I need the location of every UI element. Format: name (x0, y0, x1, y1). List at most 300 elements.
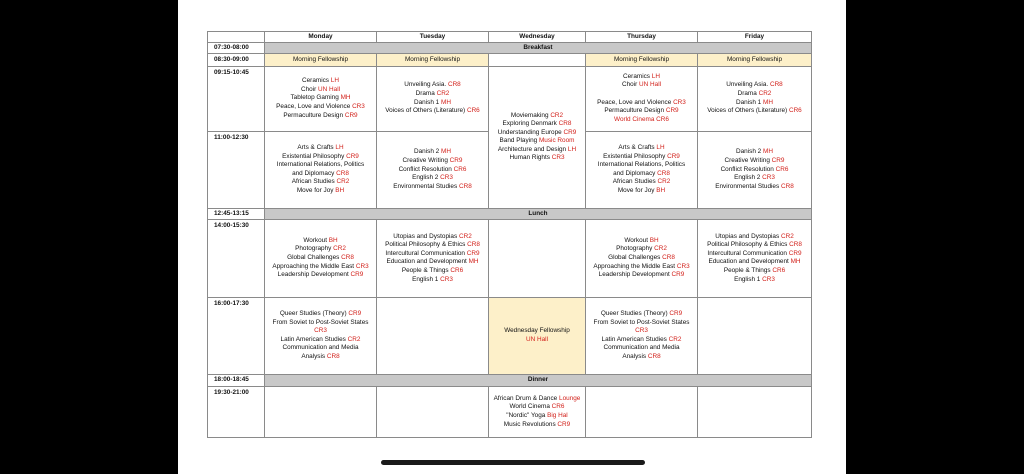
class-name: Arts & Crafts (297, 144, 334, 152)
class-room: MH (763, 148, 773, 156)
empty-cell (377, 297, 489, 374)
class-name: Workout (624, 236, 648, 244)
slot-wednesday-1930 (489, 387, 586, 438)
class-entry (490, 154, 584, 163)
class-entry (378, 250, 487, 259)
class-name: and Diplomacy (292, 169, 335, 177)
morning-fellowship-thursday: Morning Fellowship (586, 54, 698, 66)
class-name: Communication and Media (282, 344, 359, 352)
class-name: and Diplomacy (613, 169, 656, 177)
class-entry (587, 178, 696, 187)
class-name: Drama (415, 90, 435, 98)
corner-cell (208, 32, 265, 43)
class-entry (378, 241, 487, 250)
class-entry (266, 170, 375, 179)
class-entry (490, 112, 584, 121)
empty-cell (698, 387, 812, 438)
header-row (208, 32, 812, 43)
empty-cell (265, 387, 377, 438)
class-entry (378, 81, 487, 90)
class-entry (266, 271, 375, 280)
class-room: MH (441, 148, 451, 156)
class-entry (587, 254, 696, 263)
class-entry (490, 129, 584, 138)
wednesday-fellowship-cell (489, 297, 586, 374)
class-entry (266, 77, 375, 86)
class-room: CR2 (347, 335, 361, 343)
class-entry (490, 412, 584, 421)
class-entry (490, 403, 584, 412)
class-name: Danish 2 (414, 148, 440, 156)
empty-cell (489, 220, 586, 297)
class-room: CR8 (341, 254, 354, 262)
class-name: Latin American Studies (601, 335, 667, 343)
class-name: Ceramics (623, 72, 651, 80)
class-entry (266, 187, 375, 196)
class-name: English 2 (734, 174, 761, 182)
class-name: Existential Philosophy (603, 152, 666, 160)
class-entry (378, 276, 487, 285)
class-entry (266, 144, 375, 153)
class-room: CR8 (780, 182, 794, 190)
morning-fellowship-friday: Morning Fellowship (698, 54, 812, 66)
class-name: Unveiling Asia. (404, 81, 447, 89)
class-room: CR2 (668, 335, 682, 343)
class-room: CR3 (440, 275, 453, 283)
class-entry (490, 395, 584, 404)
class-name: Leadership Development (598, 271, 670, 279)
day-header-tuesday: Tuesday (377, 32, 489, 43)
class-name: Photography (295, 245, 332, 253)
class-entry (587, 90, 696, 99)
slot-tuesday-1100 (377, 131, 489, 208)
wednesday-fellowship-title: Wednesday Fellowship (504, 327, 570, 335)
class-room: CR8 (467, 241, 480, 249)
class-room: CR8 (789, 241, 802, 249)
class-name: World Cinema (509, 403, 550, 411)
class-name: African Studies (291, 178, 335, 186)
class-entry (490, 421, 584, 430)
class-entry (490, 137, 584, 146)
class-room: CR2 (654, 245, 667, 253)
wednesday-fellowship-room: UN Hall (525, 335, 548, 343)
class-room: CR3 (762, 275, 775, 283)
class-name: Peace, Love and Violence (597, 98, 672, 106)
slot-friday-1400 (698, 220, 812, 297)
class-room: MH (790, 258, 801, 266)
class-entry (699, 233, 810, 242)
class-room: CR8 (657, 169, 670, 177)
class-room: LH (335, 144, 344, 152)
class-name: Global Challenges (608, 254, 661, 262)
class-name: English 1 (734, 275, 761, 283)
slot-tuesday-0915 (377, 66, 489, 131)
class-name: Ceramics (302, 77, 330, 85)
class-name: Communication and Media (603, 344, 680, 352)
class-name: Danish 1 (414, 98, 440, 106)
class-room: CR9 (667, 152, 680, 160)
class-entry (587, 99, 696, 108)
class-room: CR2 (336, 178, 350, 186)
slot-thursday-1100 (586, 131, 698, 208)
class-entry (378, 174, 487, 183)
class-room: CR9 (466, 249, 480, 257)
class-name: English 1 (412, 275, 439, 283)
class-room: CR9 (449, 156, 463, 164)
row-0730 (208, 43, 812, 54)
class-entry (266, 344, 375, 353)
class-name: Creative Writing (402, 156, 448, 164)
class-entry (587, 336, 696, 345)
row-0830 (208, 54, 812, 66)
schedule-page (178, 0, 846, 474)
slot-thursday-1400 (586, 220, 698, 297)
class-name: Conflict Resolution (720, 165, 774, 173)
class-name: Unveiling Asia. (726, 81, 769, 89)
row-1600 (208, 297, 812, 374)
class-entry (699, 250, 810, 259)
class-room: CR6 (551, 403, 565, 411)
class-entry (699, 148, 810, 157)
class-entry (587, 144, 696, 153)
class-name: Drama (737, 90, 757, 98)
class-name: Queer Studies (Theory) (600, 309, 668, 317)
class-room: LH (330, 77, 339, 85)
class-entry (490, 146, 584, 155)
class-room: CR8 (558, 120, 572, 128)
class-name: Permaculture Design (283, 111, 344, 119)
class-room: CR6 (453, 165, 467, 173)
class-room: CR6 (775, 165, 789, 173)
class-entry (699, 157, 810, 166)
day-header-thursday: Thursday (586, 32, 698, 43)
row-0915 (208, 66, 812, 131)
class-room: CR8 (769, 81, 783, 89)
time-label: 08:30-09:00 (208, 54, 265, 66)
class-room: CR9 (557, 420, 571, 428)
class-room: CR3 (551, 154, 565, 162)
class-entry (587, 319, 696, 328)
class-room: BH (328, 236, 338, 244)
class-name: From Soviet to Post-Soviet States (593, 318, 690, 326)
class-name: Intercultural Communication (385, 249, 465, 257)
class-room: CR8 (458, 182, 472, 190)
morning-fellowship-monday: Morning Fellowship (265, 54, 377, 66)
class-entry (587, 263, 696, 272)
day-header-monday: Monday (265, 32, 377, 43)
class-name: Understanding Europe (497, 128, 562, 136)
class-entry (587, 353, 696, 362)
class-entry (266, 153, 375, 162)
class-room: CR3 (762, 174, 775, 182)
class-name: Move for Joy (296, 187, 334, 195)
class-entry (266, 161, 375, 170)
morning-fellowship-tuesday: Morning Fellowship (377, 54, 489, 66)
class-entry (699, 267, 810, 276)
class-room: LH (567, 145, 577, 153)
class-entry (587, 116, 696, 125)
class-name: People & Things (723, 266, 771, 274)
class-entry (699, 241, 810, 250)
class-entry (266, 178, 375, 187)
time-label: 19:30-21:00 (208, 387, 265, 438)
class-room: Lounge (559, 394, 581, 402)
class-name: Utopias and Dystopias (393, 232, 458, 240)
class-entry (587, 81, 696, 90)
class-name: Music Revolutions (503, 420, 556, 428)
class-name: Moviemaking (510, 111, 549, 119)
home-indicator-bar[interactable] (381, 460, 645, 465)
time-label: 07:30-08:00 (208, 43, 265, 54)
class-name: Band Playing (499, 137, 538, 145)
lunch-band: Lunch (265, 209, 812, 220)
class-room: CR3 (676, 262, 690, 270)
class-name: English 2 (412, 174, 439, 182)
class-entry (699, 90, 810, 99)
slot-wednesday-0915 (489, 66, 586, 208)
class-entry (266, 94, 375, 103)
class-room: CR8 (647, 352, 661, 360)
class-entry (378, 233, 487, 242)
class-name: Intercultural Communication (707, 249, 787, 257)
class-room: CR9 (350, 271, 364, 279)
class-room: CR9 (788, 249, 802, 257)
class-name: Analysis (622, 352, 647, 360)
class-entry (266, 245, 375, 254)
class-name: Permaculture Design (604, 107, 665, 115)
class-name: Choir (621, 81, 638, 89)
class-room: World Cinema CR6 (614, 115, 669, 123)
class-name: Education and Development (386, 258, 467, 266)
class-name: Political Philosophy & Ethics (707, 241, 788, 249)
class-name: People & Things (401, 266, 449, 274)
slot-friday-0915 (698, 66, 812, 131)
class-room: CR3 (314, 327, 327, 335)
class-room: CR2 (550, 111, 564, 119)
class-entry (587, 310, 696, 319)
class-room: CR6 (772, 266, 786, 274)
slot-tuesday-1400 (377, 220, 489, 297)
time-label: 09:15-10:45 (208, 66, 265, 131)
class-room: MH (340, 94, 351, 102)
class-entry (587, 245, 696, 254)
class-name: Architecture and Design (497, 145, 567, 153)
empty-cell (489, 54, 586, 66)
class-entry (266, 86, 375, 95)
class-room: CR9 (671, 271, 685, 279)
time-label: 18:00-18:45 (208, 374, 265, 386)
class-name: Exploring Denmark (502, 120, 557, 128)
class-name: Leadership Development (277, 271, 349, 279)
class-entry (378, 166, 487, 175)
class-name: Move for Joy (617, 187, 655, 195)
class-room: BH (335, 187, 345, 195)
class-entry (266, 254, 375, 263)
class-name: International Relations, Politics (276, 161, 365, 169)
class-name: Utopias and Dystopias (715, 232, 780, 240)
class-entry (266, 319, 375, 328)
class-room: BH (649, 236, 659, 244)
class-room: CR9 (771, 156, 785, 164)
class-entry (699, 81, 810, 90)
class-room: UN Hall (639, 81, 662, 89)
class-entry (699, 107, 810, 116)
class-name: Political Philosophy & Ethics (385, 241, 466, 249)
class-name: Analysis (301, 352, 326, 360)
class-name: From Soviet to Post-Soviet States (272, 318, 369, 326)
empty-cell (586, 387, 698, 438)
class-name: "Nordic" Yoga (506, 412, 546, 420)
class-room: CR8 (326, 352, 340, 360)
class-entry (378, 99, 487, 108)
class-entry (378, 107, 487, 116)
dinner-band: Dinner (265, 374, 812, 386)
class-room: CR3 (635, 327, 648, 335)
row-1245 (208, 209, 812, 220)
class-room: CR2 (657, 178, 671, 186)
class-entry (378, 148, 487, 157)
class-room: CR8 (447, 81, 461, 89)
class-name: Latin American Studies (280, 335, 346, 343)
class-entry (699, 166, 810, 175)
slot-thursday-1600 (586, 297, 698, 374)
class-name: Environmental Studies (393, 182, 458, 190)
class-name: Global Challenges (287, 254, 340, 262)
class-room: CR2 (780, 232, 794, 240)
class-room: CR6 (466, 107, 480, 115)
empty-cell (698, 297, 812, 374)
class-name: Conflict Resolution (398, 165, 452, 173)
class-entry (266, 263, 375, 272)
class-room: BH (656, 187, 666, 195)
slot-monday-1400 (265, 220, 377, 297)
row-1800 (208, 374, 812, 386)
class-entry (266, 353, 375, 362)
class-name: African Drum & Dance (493, 394, 558, 402)
class-name: Danish 2 (736, 148, 762, 156)
empty-cell (377, 387, 489, 438)
slot-thursday-0915 (586, 66, 698, 131)
class-room: CR3 (673, 98, 686, 106)
breakfast-band: Breakfast (265, 43, 812, 54)
slot-monday-1600 (265, 297, 377, 374)
slot-friday-1100 (698, 131, 812, 208)
class-room: Big Hal (547, 412, 568, 420)
class-room: CR8 (336, 169, 349, 177)
class-room: MH (468, 258, 479, 266)
class-room: CR2 (333, 245, 346, 253)
class-room: CR2 (458, 232, 472, 240)
day-header-friday: Friday (698, 32, 812, 43)
class-room: CR9 (346, 152, 359, 160)
class-room: CR3 (355, 262, 369, 270)
day-header-wednesday: Wednesday (489, 32, 586, 43)
class-name: Creative Writing (724, 156, 770, 164)
class-name: Voices of Others (Literature) (385, 107, 466, 115)
class-entry (587, 237, 696, 246)
class-entry (266, 103, 375, 112)
class-entry (378, 90, 487, 99)
class-entry (378, 258, 487, 267)
class-entry (378, 157, 487, 166)
class-name: Workout (303, 236, 327, 244)
class-room: CR9 (665, 107, 679, 115)
class-entry (490, 120, 584, 129)
class-entry (587, 153, 696, 162)
time-label: 16:00-17:30 (208, 297, 265, 374)
class-entry (699, 99, 810, 108)
class-room: CR9 (344, 111, 358, 119)
row-1400 (208, 220, 812, 297)
class-room: MH (441, 98, 451, 106)
class-room: MH (763, 98, 773, 106)
class-entry (587, 344, 696, 353)
class-entry (378, 267, 487, 276)
class-name: Choir (300, 85, 317, 93)
class-name: African Studies (612, 178, 656, 186)
class-entry (266, 310, 375, 319)
class-name: Environmental Studies (715, 182, 780, 190)
time-label: 11:00-12:30 (208, 131, 265, 208)
class-entry (587, 187, 696, 196)
class-name: Tabletop Gaming (290, 94, 339, 102)
row-1930 (208, 387, 812, 438)
class-entry (699, 183, 810, 192)
class-name: Peace, Love and Violence (276, 102, 351, 110)
class-entry (587, 170, 696, 179)
class-entry (699, 258, 810, 267)
class-name: Voices of Others (Literature) (707, 107, 788, 115)
class-room: CR6 (450, 266, 464, 274)
class-room: CR3 (352, 102, 365, 110)
class-room: Music Room (538, 137, 575, 145)
class-room: CR8 (662, 254, 675, 262)
class-name: Approaching the Middle East (272, 262, 355, 270)
class-room: CR9 (348, 309, 362, 317)
class-name: Danish 1 (736, 98, 762, 106)
class-name: Photography (616, 245, 653, 253)
class-name: Approaching the Middle East (593, 262, 676, 270)
class-entry (266, 237, 375, 246)
class-room: CR2 (436, 90, 450, 98)
time-label: 14:00-15:30 (208, 220, 265, 297)
class-name: Education and Development (708, 258, 789, 266)
slot-monday-0915 (265, 66, 377, 131)
class-entry (266, 327, 375, 336)
class-name: Queer Studies (Theory) (279, 309, 347, 317)
class-entry (699, 276, 810, 285)
class-entry (587, 161, 696, 170)
slot-monday-1100 (265, 131, 377, 208)
class-name: Arts & Crafts (618, 144, 655, 152)
class-room: UN Hall (318, 85, 341, 93)
class-entry (587, 271, 696, 280)
weekly-schedule-table (207, 31, 812, 438)
class-entry (587, 73, 696, 82)
class-entry (266, 112, 375, 121)
class-room: CR9 (669, 309, 683, 317)
class-room: CR2 (758, 90, 772, 98)
class-entry (378, 183, 487, 192)
class-name: Existential Philosophy (282, 152, 345, 160)
class-entry (266, 336, 375, 345)
class-room: LH (656, 144, 665, 152)
class-entry (587, 327, 696, 336)
class-room: CR6 (788, 107, 802, 115)
class-name: International Relations, Politics (597, 161, 686, 169)
class-room: CR9 (563, 128, 577, 136)
class-room: CR3 (440, 174, 453, 182)
